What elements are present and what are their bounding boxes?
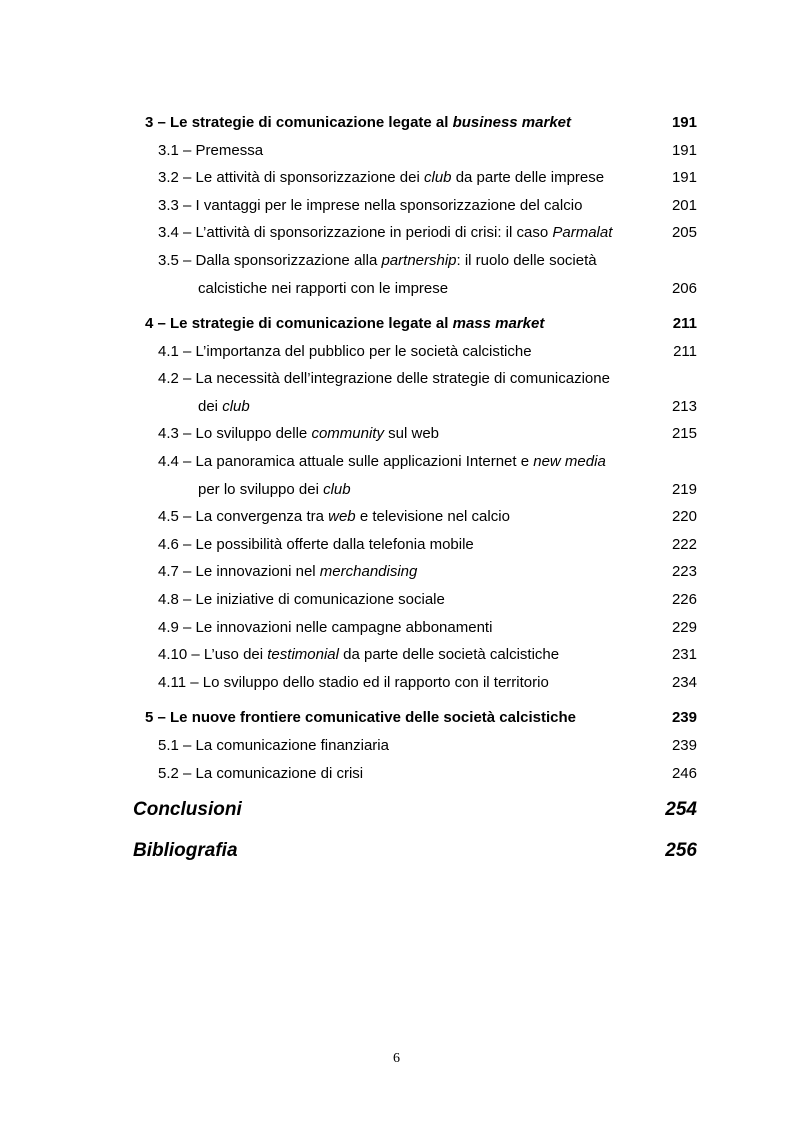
toc-entry-title: 5.1 – La comunicazione finanziaria bbox=[158, 737, 389, 754]
toc-entry-title: 3 – Le strategie di comunicazione legate al business market bbox=[145, 114, 571, 131]
toc-entry-page: 206 bbox=[671, 280, 697, 297]
toc-section-entry bbox=[0, 619, 793, 643]
toc-entry-page: 239 bbox=[671, 709, 697, 726]
toc-section-entry bbox=[0, 646, 793, 670]
toc-entry-title: 5.2 – La comunicazione di crisi bbox=[158, 765, 364, 782]
toc-section-entry bbox=[0, 169, 793, 193]
toc-section-entry bbox=[0, 197, 793, 221]
toc-section-entry bbox=[0, 252, 793, 276]
toc-entry-title: 3.3 – I vantaggi per le imprese nella sponsorizzazione del calcio bbox=[158, 197, 583, 214]
toc-entry-page: 205 bbox=[671, 224, 697, 241]
toc-entry-title: Conclusioni bbox=[133, 799, 242, 820]
toc-entry-page: 231 bbox=[671, 646, 697, 663]
toc-entry-page: 215 bbox=[671, 425, 697, 442]
toc-entry-title: 3.2 – Le attività di sponsorizzazione dei club da parte delle imprese bbox=[158, 169, 605, 186]
toc-section-entry bbox=[0, 674, 793, 698]
toc-entry-page: 211 bbox=[672, 315, 697, 332]
toc-section-entry bbox=[0, 563, 793, 587]
toc-entry-title: calcistiche nei rapporti con le imprese bbox=[198, 280, 449, 297]
toc-entry-title: 4.2 – La necessità dell’integrazione delle strategie di comunicazione bbox=[158, 370, 610, 387]
toc-entry-title: Bibliografia bbox=[133, 840, 238, 861]
toc-chapter-entry bbox=[0, 114, 793, 138]
toc-entry-title: 4.11 – Lo sviluppo dello stadio ed il rapporto con il territorio bbox=[158, 674, 549, 691]
toc-chapter-entry bbox=[0, 315, 793, 339]
toc-entry-title: 4.9 – Le innovazioni nelle campagne abbonamenti bbox=[158, 619, 493, 636]
toc-section-entry bbox=[0, 481, 793, 505]
page-number: 6 bbox=[393, 1051, 400, 1066]
toc-section-entry bbox=[0, 398, 793, 422]
toc-entry-page: 191 bbox=[671, 114, 697, 131]
toc-section-entry bbox=[0, 765, 793, 789]
toc-entry-page: 201 bbox=[671, 197, 697, 214]
toc-entry-page: 229 bbox=[671, 619, 697, 636]
toc-entry-title: 4 – Le strategie di comunicazione legate al mass market bbox=[145, 315, 545, 332]
toc-entry-title: 4.6 – Le possibilità offerte dalla telefonia mobile bbox=[158, 536, 474, 553]
toc-entry-page: 234 bbox=[671, 674, 697, 691]
toc-section-entry bbox=[0, 453, 793, 477]
toc-major-entry bbox=[0, 840, 793, 864]
toc-entry-title: 4.8 – Le iniziative di comunicazione sociale bbox=[158, 591, 445, 608]
toc-entry-page: 246 bbox=[671, 765, 697, 782]
toc-entry-page: 226 bbox=[671, 591, 697, 608]
toc-section-entry bbox=[0, 737, 793, 761]
toc-entry-page: 222 bbox=[671, 536, 697, 553]
toc-entry-title: 4.7 – Le innovazioni nel merchandising bbox=[158, 563, 418, 580]
toc-entry-title: 3.1 – Premessa bbox=[158, 142, 264, 159]
toc-section-entry bbox=[0, 142, 793, 166]
toc-entry-page: 254 bbox=[665, 799, 697, 820]
toc-entry-title: dei club bbox=[198, 398, 250, 415]
toc-entry-page: 219 bbox=[671, 481, 697, 498]
toc-section-entry bbox=[0, 536, 793, 560]
toc-entry-title: 4.1 – L’importanza del pubblico per le società calcistiche bbox=[158, 343, 532, 360]
toc-entry-title: 4.4 – La panoramica attuale sulle applicazioni Internet e new media bbox=[158, 453, 606, 470]
toc-entry-page: 211 bbox=[673, 343, 697, 360]
toc-section-entry bbox=[0, 343, 793, 367]
toc-entry-title: 5 – Le nuove frontiere comunicative delle società calcistiche bbox=[145, 709, 577, 726]
toc-entry-title: 4.10 – L’uso dei testimonial da parte delle società calcistiche bbox=[158, 646, 560, 663]
toc-section-entry bbox=[0, 280, 793, 304]
toc-entry-page: 256 bbox=[665, 840, 697, 861]
toc-entry-title: 3.4 – L’attività di sponsorizzazione in periodi di crisi: il caso Parmalat bbox=[158, 224, 613, 241]
toc-entry-title: 4.5 – La convergenza tra web e televisione nel calcio bbox=[158, 508, 510, 525]
toc-entry-title: per lo sviluppo dei club bbox=[198, 481, 351, 498]
toc-entry-page: 239 bbox=[671, 737, 697, 754]
toc-entry-page: 213 bbox=[671, 398, 697, 415]
toc-section-entry bbox=[0, 591, 793, 615]
toc-section-entry bbox=[0, 508, 793, 532]
toc-entry-page: 220 bbox=[671, 508, 697, 525]
toc-section-entry bbox=[0, 224, 793, 248]
toc-chapter-entry bbox=[0, 709, 793, 733]
toc-entry-page: 223 bbox=[671, 563, 697, 580]
toc-entry-page: 191 bbox=[671, 142, 697, 159]
toc-entry-title: 4.3 – Lo sviluppo delle community sul web bbox=[158, 425, 440, 442]
toc-section-entry bbox=[0, 425, 793, 449]
toc-section-entry bbox=[0, 370, 793, 394]
toc-entry-page: 191 bbox=[671, 169, 697, 186]
toc-entry-title: 3.5 – Dalla sponsorizzazione alla partnership: il ruolo delle società bbox=[158, 252, 597, 269]
toc-major-entry bbox=[0, 799, 793, 823]
